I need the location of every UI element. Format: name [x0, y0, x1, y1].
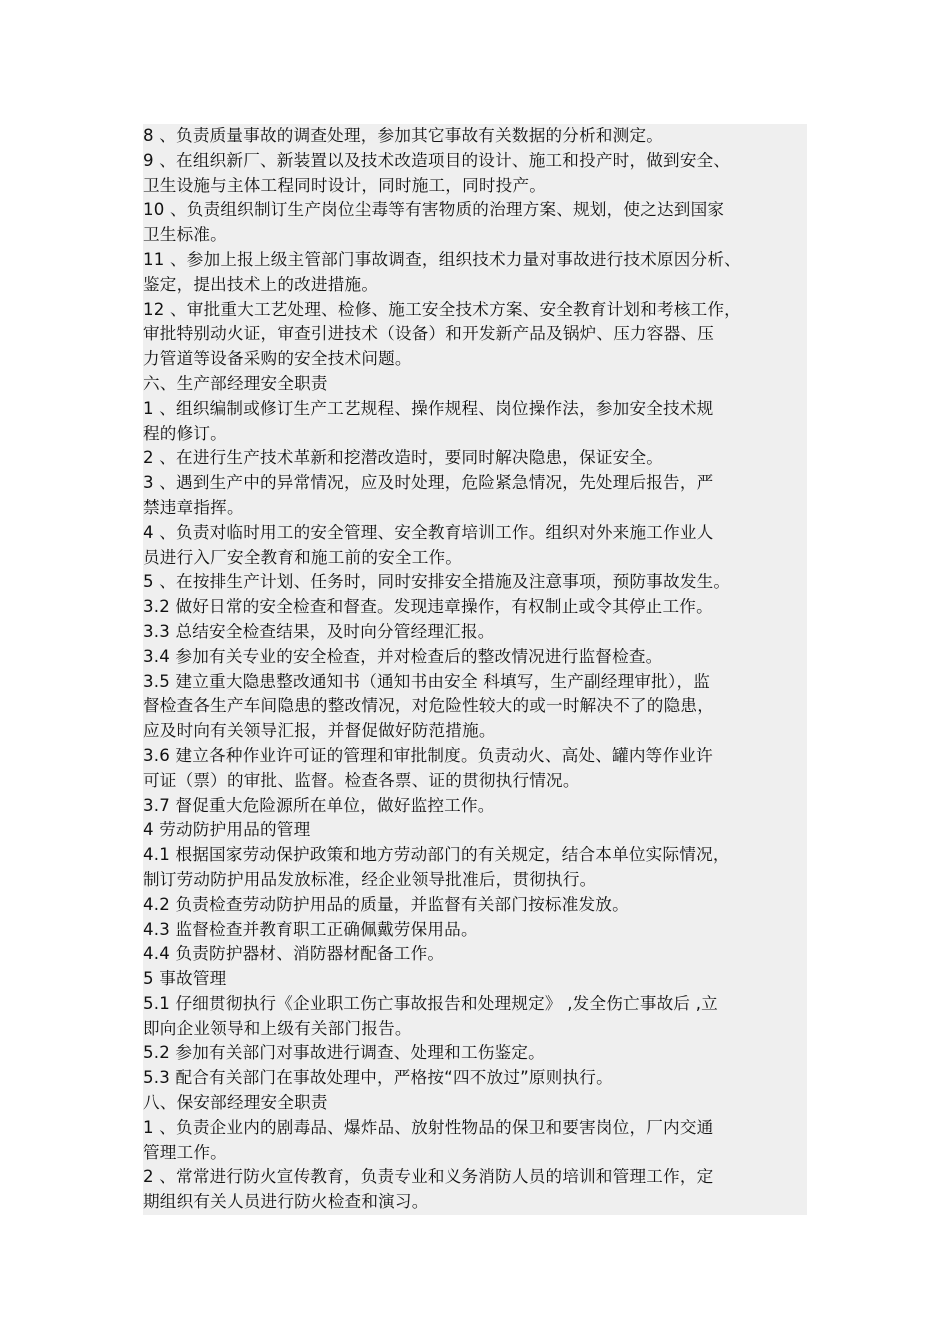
text-line: 2 、常常进行防火宣传教育，负责专业和义务消防人员的培训和管理工作，定	[143, 1167, 714, 1187]
text-line: 禁违章指挥。	[143, 497, 244, 517]
section-heading: 4 劳动防护用品的管理	[143, 820, 311, 840]
text-line: 可证（票）的审批、监督。检查各票、证的贯彻执行情况。	[143, 770, 580, 790]
text-line: 即向企业领导和上级有关部门报告。	[143, 1018, 412, 1038]
text-line: 4.2 负责检查劳动防护用品的质量，并监督有关部门按标准发放。	[143, 894, 629, 914]
section-heading: 5 事故管理	[143, 969, 227, 989]
text-line: 12 、审批重大工艺处理、检修、施工安全技术方案、安全教育计划和考核工作，	[143, 299, 741, 319]
text-line: 督检查各生产车间隐患的整改情况，对危险性较大的或一时解决不了的隐患，	[143, 696, 714, 716]
text-line: 卫生标准。	[143, 225, 227, 245]
text-line: 1 、负责企业内的剧毒品、爆炸品、放射性物品的保卫和要害岗位，厂内交通	[143, 1117, 714, 1137]
text-line: 4.4 负责防护器材、消防器材配备工作。	[143, 944, 445, 964]
text-line: 力管道等设备采购的安全技术问题。	[143, 349, 412, 369]
text-line: 11 、参加上报上级主管部门事故调查，组织技术力量对事故进行技术原因分析、	[143, 249, 741, 269]
text-line: 2 、在进行生产技术革新和挖潜改造时，要同时解决隐患，保证安全。	[143, 448, 664, 468]
text-line: 3.3 总结安全检查结果，及时向分管经理汇报。	[143, 621, 495, 641]
text-line: 5.2 参加有关部门对事故进行调查、处理和工伤鉴定。	[143, 1043, 545, 1063]
text-line: 鉴定，提出技术上的改进措施。	[143, 274, 379, 294]
text-line: 1 、组织编制或修订生产工艺规程、操作规程、岗位操作法，参加安全技术规	[143, 398, 714, 418]
text-line: 5.3 配合有关部门在事故处理中，严格按“四不放过”原则执行。	[143, 1068, 613, 1088]
section-heading: 八、保安部经理安全职责	[143, 1093, 328, 1113]
text-line: 审批特别动火证，审查引进技术（设备）和开发新产品及锅炉、压力容器、压	[143, 324, 714, 344]
text-line: 3.4 参加有关专业的安全检查，并对检查后的整改情况进行监督检查。	[143, 646, 663, 666]
text-line: 期组织有关人员进行防火检查和演习。	[143, 1192, 429, 1212]
text-line: 员进行入厂安全教育和施工前的安全工作。	[143, 547, 463, 567]
text-line: 4.1 根据国家劳动保护政策和地方劳动部门的有关规定，结合本单位实际情况，	[143, 845, 730, 865]
text-line: 3 、遇到生产中的异常情况，应及时处理，危险紧急情况，先处理后报告，严	[143, 473, 714, 493]
text-line: 应及时向有关领导汇报，并督促做好防范措施。	[143, 721, 496, 741]
text-line: 4.3 监督检查并教育职工正确佩戴劳保用品。	[143, 919, 478, 939]
text-line: 5 、在按排生产计划、任务时，同时安排安全措施及注意事项，预防事故发生。	[143, 572, 731, 592]
text-line: 3.7 督促重大危险源所在单位，做好监控工作。	[143, 795, 495, 815]
text-line: 8 、负责质量事故的调查处理，参加其它事故有关数据的分析和测定。	[143, 126, 664, 145]
text-line: 制订劳动防护用品发放标准，经企业领导批准后，贯彻执行。	[143, 869, 597, 889]
text-line: 卫生设施与主体工程同时设计，同时施工，同时投产。	[143, 175, 547, 195]
text-line: 管理工作。	[143, 1142, 227, 1162]
text-line: 4 、负责对临时用工的安全管理、安全教育培训工作。组织对外来施工作业人	[143, 522, 714, 542]
document-text-block	[143, 124, 807, 1215]
text-line: 3.6 建立各种作业许可证的管理和审批制度。负责动火、高处、罐内等作业许	[143, 745, 713, 765]
text-line: 10 、负责组织制订生产岗位尘毒等有害物质的治理方案、规划，使之达到国家	[143, 200, 725, 220]
text-line: 3.2 做好日常的安全检查和督查。发现违章操作，有权制止或令其停止工作。	[143, 597, 713, 617]
section-heading: 六、生产部经理安全职责	[143, 373, 328, 393]
text-line: 9 、在组织新厂、新装置以及技术改造项目的设计、施工和投产时，做到安全、	[143, 150, 731, 170]
text-line: 程的修订。	[143, 423, 227, 443]
text-line: 3.5 建立重大隐患整改通知书（通知书由安全 科填写，生产副经理审批），监	[143, 671, 711, 691]
text-line: 5.1 仔细贯彻执行《企业职工伤亡事故报告和处理规定》 ,发全伤亡事故后 ,立	[143, 993, 718, 1013]
